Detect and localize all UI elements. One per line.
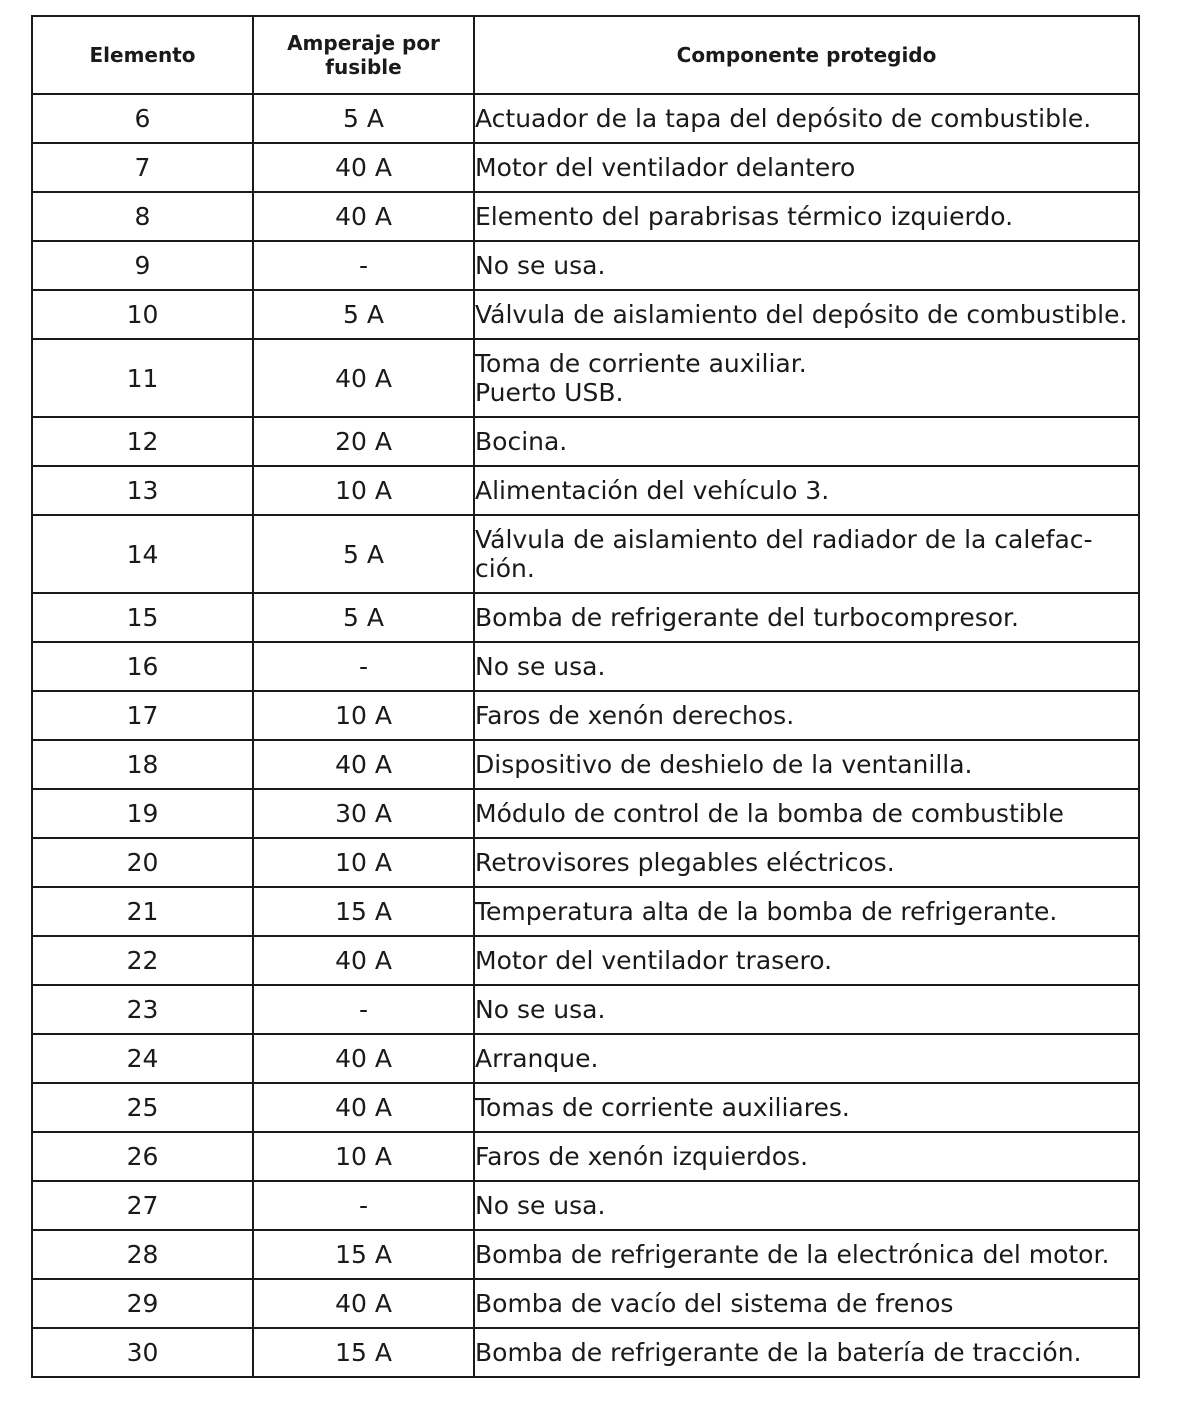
amperage-cell: 10 A [253,1132,474,1181]
amperage-cell: 40 A [253,936,474,985]
table-row [32,515,1139,593]
component-cell [474,691,1139,740]
element-number-cell: 21 [32,887,253,936]
component-text: Elemento del parabrisas térmico izquierdo. [475,202,1014,231]
header-row [32,16,1139,94]
component-cell [474,192,1139,241]
component-text: Actuador de la tapa del depósito de combustible. [475,104,1092,133]
amperage-cell: 40 A [253,1083,474,1132]
element-number-cell: 20 [32,838,253,887]
amperage-cell: 15 A [253,1230,474,1279]
table-row [32,1083,1139,1132]
table-row [32,1132,1139,1181]
fuse-table [31,15,1140,1378]
element-number-cell: 26 [32,1132,253,1181]
amperage-cell: 40 A [253,339,474,417]
table-row [32,94,1139,143]
element-number-cell: 12 [32,417,253,466]
component-text: Faros de xenón izquierdos. [475,1142,809,1171]
element-number-cell: 23 [32,985,253,1034]
element-number-cell: 15 [32,593,253,642]
component-text: Módulo de control de la bomba de combustible [475,799,1064,828]
table-row [32,1034,1139,1083]
component-text: Tomas de corriente auxiliares. [475,1093,850,1122]
table-row [32,1181,1139,1230]
amperage-cell: - [253,642,474,691]
table-row [32,1279,1139,1328]
element-number-cell: 14 [32,515,253,593]
component-cell [474,1181,1139,1230]
table-row [32,192,1139,241]
table-row [32,691,1139,740]
component-cell [474,515,1139,593]
component-cell [474,1034,1139,1083]
component-text: Bocina. [475,427,568,456]
table-row [32,887,1139,936]
component-cell [474,887,1139,936]
table-row [32,740,1139,789]
element-number-cell: 11 [32,339,253,417]
component-cell [474,740,1139,789]
element-number-cell: 7 [32,143,253,192]
component-text: Dispositivo de deshielo de la ventanilla. [475,750,973,779]
component-cell [474,1230,1139,1279]
amperage-cell: 5 A [253,593,474,642]
component-text: Arranque. [475,1044,599,1073]
table-row [32,1328,1139,1377]
amperage-cell: - [253,985,474,1034]
element-number-cell: 13 [32,466,253,515]
table-row [32,1230,1139,1279]
component-text: Válvula de aislamiento del radiador de la calefac- ción. [475,525,1093,583]
element-number-cell: 25 [32,1083,253,1132]
header-element: Elemento [32,16,253,94]
table-row [32,466,1139,515]
component-cell [474,241,1139,290]
component-cell [474,94,1139,143]
component-cell [474,1279,1139,1328]
amperage-cell: 40 A [253,1279,474,1328]
amperage-cell: - [253,241,474,290]
component-text: Bomba de refrigerante del turbocompresor. [475,603,1019,632]
amperage-cell: 40 A [253,1034,474,1083]
component-cell [474,789,1139,838]
component-text: No se usa. [475,995,606,1024]
component-cell [474,290,1139,339]
amperage-cell: 40 A [253,192,474,241]
amperage-cell: 5 A [253,290,474,339]
component-cell [474,339,1139,417]
element-number-cell: 22 [32,936,253,985]
table-row [32,290,1139,339]
component-cell [474,642,1139,691]
component-text: Motor del ventilador trasero. [475,946,833,975]
element-number-cell: 9 [32,241,253,290]
amperage-cell: 40 A [253,143,474,192]
component-cell [474,417,1139,466]
component-text: Bomba de refrigerante de la batería de tracción. [475,1338,1082,1367]
table-row [32,789,1139,838]
component-cell [474,1083,1139,1132]
component-text: Válvula de aislamiento del depósito de combustible. [475,300,1128,329]
component-cell [474,1328,1139,1377]
component-text: No se usa. [475,652,606,681]
component-cell [474,593,1139,642]
component-text: Bomba de refrigerante de la electrónica del motor. [475,1240,1110,1269]
element-number-cell: 24 [32,1034,253,1083]
component-cell [474,985,1139,1034]
component-text: No se usa. [475,251,606,280]
amperage-cell: 5 A [253,515,474,593]
table-row [32,417,1139,466]
amperage-cell: 10 A [253,838,474,887]
header-amperage-label: Amperaje por fusible [287,31,440,79]
element-number-cell: 29 [32,1279,253,1328]
element-number-cell: 18 [32,740,253,789]
component-text: Toma de corriente auxiliar. Puerto USB. [475,349,807,407]
component-text: Bomba de vacío del sistema de frenos [475,1289,954,1318]
amperage-cell: 5 A [253,94,474,143]
element-number-cell: 19 [32,789,253,838]
component-text: Faros de xenón derechos. [475,701,795,730]
component-text: Temperatura alta de la bomba de refrigerante. [475,897,1058,926]
table-row [32,838,1139,887]
fuse-table-body [32,94,1139,1377]
element-number-cell: 6 [32,94,253,143]
header-amperage [253,16,474,94]
table-row [32,593,1139,642]
element-number-cell: 16 [32,642,253,691]
table-row [32,241,1139,290]
amperage-cell: 10 A [253,466,474,515]
table-row [32,642,1139,691]
element-number-cell: 27 [32,1181,253,1230]
element-number-cell: 30 [32,1328,253,1377]
amperage-cell: 15 A [253,1328,474,1377]
table-row [32,339,1139,417]
component-cell [474,466,1139,515]
component-cell [474,1132,1139,1181]
amperage-cell: 40 A [253,740,474,789]
component-cell [474,936,1139,985]
component-cell [474,143,1139,192]
table-row [32,936,1139,985]
header-component: Componente protegido [474,16,1139,94]
amperage-cell: 15 A [253,887,474,936]
table-row [32,143,1139,192]
amperage-cell: - [253,1181,474,1230]
component-text: Motor del ventilador delantero [475,153,856,182]
amperage-cell: 20 A [253,417,474,466]
element-number-cell: 10 [32,290,253,339]
element-number-cell: 28 [32,1230,253,1279]
component-text: Alimentación del vehículo 3. [475,476,830,505]
component-text: No se usa. [475,1191,606,1220]
element-number-cell: 8 [32,192,253,241]
amperage-cell: 10 A [253,691,474,740]
table-row [32,985,1139,1034]
amperage-cell: 30 A [253,789,474,838]
component-text: Retrovisores plegables eléctricos. [475,848,895,877]
element-number-cell: 17 [32,691,253,740]
component-cell [474,838,1139,887]
